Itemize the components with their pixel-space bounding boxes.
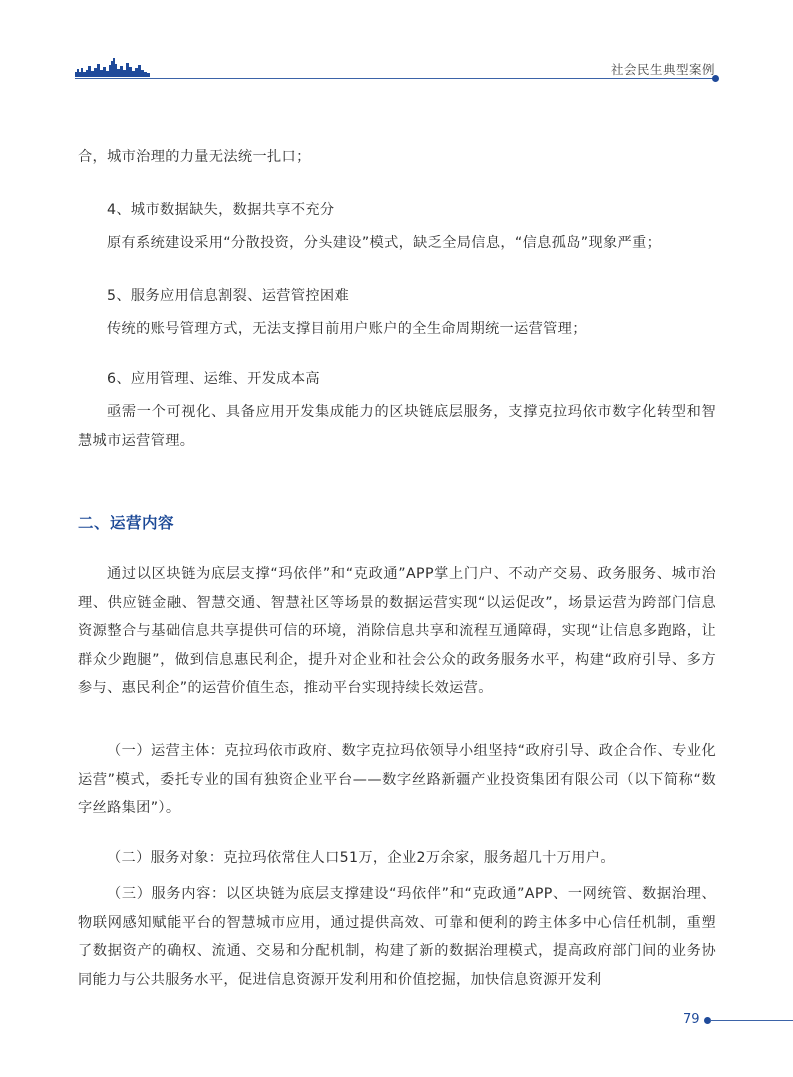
- section-intro-paragraph: 通过以区块链为底层支撑“玛依伴”和“克政通”APP掌上门户、不动产交易、政务服务、城市治理、供应链金融、智慧交通、智慧社区等场景的数据运营实现“以运促改”，场景运营为跨部门信息资源整合与基础信息共享提供可信的环境，消除信息共享和流程互通障碍，实现“让信息多跑路，让群众少跑腿”，做到信息惠民利企，提升对企业和社会公众的政务服务水平，构建“政府引导、多方参与、惠民利企”的运营价值生态，推动平台实现持续长效运营。: [78, 566, 716, 696]
- item-5-heading: 5、服务应用信息割裂、运营管控困难: [107, 288, 349, 304]
- item-4-text: 原有系统建设采用“分散投资，分头建设”模式，缺乏全局信息，“信息孤岛”现象严重；: [107, 235, 662, 251]
- paragraph-continued: 合，城市治理的力量无法统一扎口；: [78, 149, 311, 165]
- subsection-1-paragraph: （一）运营主体：克拉玛依市政府、数字克拉玛依领导小组坚持“政府引导、政企合作、专业化运营”模式，委托专业的国有独资企业平台——数字丝路新疆产业投资集团有限公司（以下简称“数字丝路集团”）。: [78, 743, 716, 816]
- section-heading: 二、运营内容: [78, 514, 175, 532]
- subsection-3-paragraph: （三）服务内容：以区块链为底层支撑建设“玛依伴”和“克政通”APP、一网统管、数据治理、物联网感知赋能平台的智慧城市应用，通过提供高效、可靠和便利的跨主体多中心信任机制，重塑了数据资产的确权、流通、交易和分配机制，构建了新的数据治理模式，提高政府部门间的业务协同能力与公共服务水平，促进信息资源开发利用和价值挖掘，加快信息资源开发利: [78, 886, 716, 988]
- footer-rule: [710, 1020, 793, 1021]
- item-4-heading: 4、城市数据缺失，数据共享不充分: [107, 202, 335, 218]
- header-rule: [75, 78, 715, 79]
- item-6-heading: 6、应用管理、运维、开发成本高: [107, 371, 320, 387]
- item-6-text: 亟需一个可视化、具备应用开发集成能力的区块链底层服务，支撑克拉玛依市数字化转型和智慧城市运营管理。: [78, 404, 716, 449]
- item-5-text: 传统的账号管理方式，无法支撑目前用户账户的全生命周期统一运营管理；: [107, 321, 587, 337]
- city-skyline-icon: [75, 58, 150, 77]
- page-header: [0, 0, 793, 90]
- page-number: 79: [683, 1012, 700, 1027]
- subsection-2-paragraph: （二）服务对象：克拉玛依常住人口51万，企业2万余家，服务超几十万用户。: [107, 850, 615, 866]
- running-header-title: 社会民生典型案例: [610, 62, 715, 77]
